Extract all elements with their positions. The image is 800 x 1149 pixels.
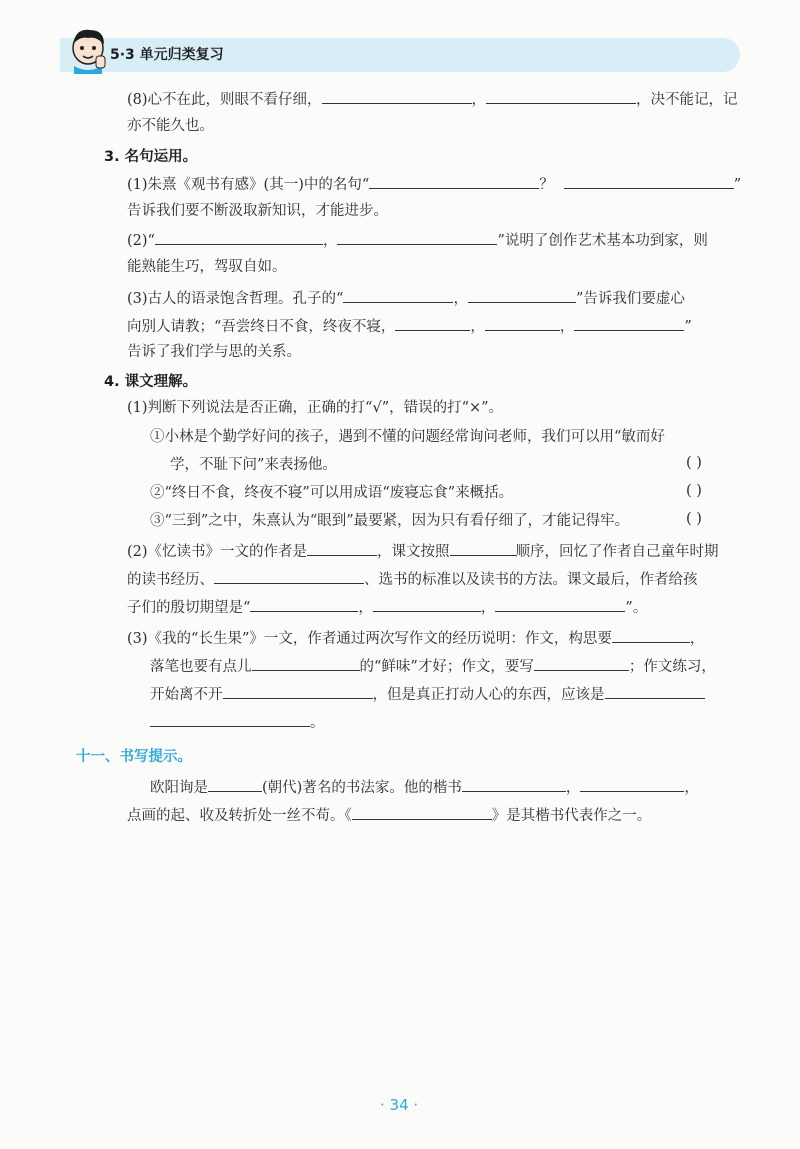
s4-p3-line3-text-b: ，但是真正打动人心的东西，应该是: [372, 687, 605, 703]
s4-p3-line2-text-b: 的“鲜味”才好；作文，要写: [359, 659, 534, 675]
section-3-title: 3. 名句运用。: [104, 149, 198, 165]
q8-text-a: (8)心不在此，则眼不看仔细，: [127, 92, 322, 108]
answer-blank[interactable]: [322, 88, 472, 104]
answer-blank[interactable]: [343, 287, 453, 303]
answer-blank[interactable]: [564, 173, 734, 189]
answer-blank[interactable]: [495, 596, 625, 612]
answer-blank[interactable]: [450, 540, 516, 556]
boy-mascot-icon: [66, 26, 112, 74]
s4-p3-text-a: (3)《我的“长生果”》一文，作者通过两次写作文的经历说明：作文，构思要: [127, 631, 612, 647]
s4-p3-line4-end: 。: [310, 715, 325, 731]
answer-blank[interactable]: [485, 315, 560, 331]
q8-text-b: ，决不能记，记: [636, 92, 738, 108]
q8-line1: [127, 88, 738, 110]
s3-p3-line1: [127, 287, 685, 309]
answer-blank[interactable]: [214, 568, 364, 584]
judge-3-answer-box[interactable]: ( ): [686, 511, 702, 527]
s4-p2-line3-text: 子们的殷切期望是“: [127, 600, 251, 616]
answer-blank[interactable]: [150, 711, 310, 727]
s4-p2-text-b: ，课文按照: [377, 544, 450, 560]
answer-blank[interactable]: [155, 229, 323, 245]
s3-p3-end: ”: [684, 319, 692, 335]
s4-p2-text-a: (2)《忆读书》一文的作者是: [127, 544, 308, 560]
s4-p2-line2-text-a: 的读书经历、: [127, 572, 214, 588]
s3-p2-line1: [127, 229, 708, 251]
s4-p2-line3: [127, 596, 647, 618]
answer-blank[interactable]: [395, 315, 470, 331]
s4-p2-sep: ，: [358, 600, 373, 616]
answer-blank[interactable]: [223, 683, 373, 699]
s3-p1-text: (1)朱熹《观书有感》(其一)中的名句“: [127, 177, 370, 193]
answer-blank[interactable]: [580, 776, 684, 792]
judge-3: ③“三到”之中，朱熹认为“眼到”最要紧，因为只有看仔细了，才能记得牢。: [150, 513, 630, 529]
s4-p3-line4: [150, 711, 325, 733]
s3-p3-line2-text: 向别人请教；“吾尝终日不食，终夜不寝，: [127, 319, 396, 335]
s3-p3-sep: ，: [453, 291, 468, 307]
s4-p3-line1: [127, 627, 704, 649]
page-number: · 34 ·: [380, 1096, 419, 1114]
s4-p2-text-c: 顺序，回忆了作者自己童年时期: [515, 544, 719, 560]
judge-1-answer-box[interactable]: ( ): [686, 455, 702, 471]
s11-sep: ，: [684, 780, 699, 796]
s4-p3-line2-text-a: 落笔也要有点儿: [150, 659, 252, 675]
s4-p3-line3: [150, 683, 705, 705]
s4-p2-sep2: ，: [480, 600, 496, 616]
answer-blank[interactable]: [250, 596, 358, 612]
s3-p3-line3: 告诉了我们学与思的关系。: [127, 344, 301, 360]
s3-p2-sep: ，: [322, 233, 338, 249]
s3-p1-line1: [127, 173, 741, 195]
s4-p3-line3-text-a: 开始离不开: [150, 687, 223, 703]
answer-blank[interactable]: [373, 596, 481, 612]
s4-p1: (1)判断下列说法是否正确，正确的打“√”，错误的打“×”。: [127, 400, 504, 416]
answer-blank[interactable]: [534, 655, 629, 671]
answer-blank[interactable]: [352, 804, 492, 820]
s11-text-a: 欧阳询是: [150, 780, 208, 796]
s3-p3-sep3: ，: [559, 319, 575, 335]
s4-p2-line2: [127, 568, 698, 590]
s11-line2: [127, 804, 651, 826]
answer-blank[interactable]: [337, 229, 497, 245]
judge-1-line2: 学，不耻下问”来表扬他。: [170, 457, 337, 473]
s4-p2-end: ”。: [625, 600, 648, 616]
s3-p2-line2: 能熟能生巧，驾驭自如。: [127, 259, 287, 275]
answer-blank[interactable]: [605, 683, 705, 699]
s3-p3-text-b: ”告诉我们要虚心: [575, 291, 685, 307]
answer-blank[interactable]: [252, 655, 360, 671]
s3-p3-text-a: (3)古人的语录饱含哲理。孔子的“: [127, 291, 344, 307]
s11-line2-text-a: 点画的起、收及转折处一丝不苟。《: [127, 808, 352, 824]
s3-p1-end: ”: [733, 177, 742, 193]
answer-blank[interactable]: [208, 776, 262, 792]
s4-p3-line2-text-c: ；作文练习，: [628, 659, 716, 675]
answer-blank[interactable]: [369, 173, 539, 189]
s4-p3-comma: ，: [689, 631, 705, 647]
s4-p3-line2: [150, 655, 716, 677]
s3-p1-line2: 告诉我们要不断汲取新知识，才能进步。: [127, 203, 388, 219]
s3-p2-text-b: ”说明了创作艺术基本功到家，则: [497, 233, 708, 249]
section-11-title: 十一、书写提示。: [76, 749, 192, 765]
answer-blank[interactable]: [468, 287, 576, 303]
judge-1-line1: ①小林是个勤学好问的孩子，遇到不懂的问题经常询问老师，我们可以用“敏而好: [150, 429, 665, 445]
header-title: 5·3 单元归类复习: [110, 47, 224, 63]
section-4-title: 4. 课文理解。: [104, 374, 198, 390]
s4-p2-line1: [127, 540, 719, 562]
judge-2-answer-box[interactable]: ( ): [686, 483, 702, 499]
answer-blank[interactable]: [574, 315, 684, 331]
answer-blank[interactable]: [307, 540, 377, 556]
s3-p3-line2: [127, 315, 692, 337]
q8-sep: ，: [471, 92, 487, 108]
s3-p3-sep2: ，: [470, 319, 485, 335]
s3-p2-text-a: (2)“: [127, 233, 155, 249]
answer-blank[interactable]: [462, 776, 566, 792]
s11-sep: ，: [565, 780, 581, 796]
answer-blank[interactable]: [612, 627, 690, 643]
judge-2: ②“终日不食，终夜不寝”可以用成语“废寝忘食”来概括。: [150, 485, 514, 501]
answer-blank[interactable]: [486, 88, 636, 104]
s11-line2-text-b: 》是其楷书代表作之一。: [491, 808, 652, 824]
s3-p1-q: ？: [539, 177, 554, 193]
q8-line2: 亦不能久也。: [127, 118, 214, 134]
s4-p2-line2-text-b: 、选书的标准以及读书的方法。课文最后，作者给孩: [364, 572, 698, 588]
s11-line1: [150, 776, 699, 798]
s11-text-b: (朝代)著名的书法家。他的楷书: [262, 780, 462, 796]
